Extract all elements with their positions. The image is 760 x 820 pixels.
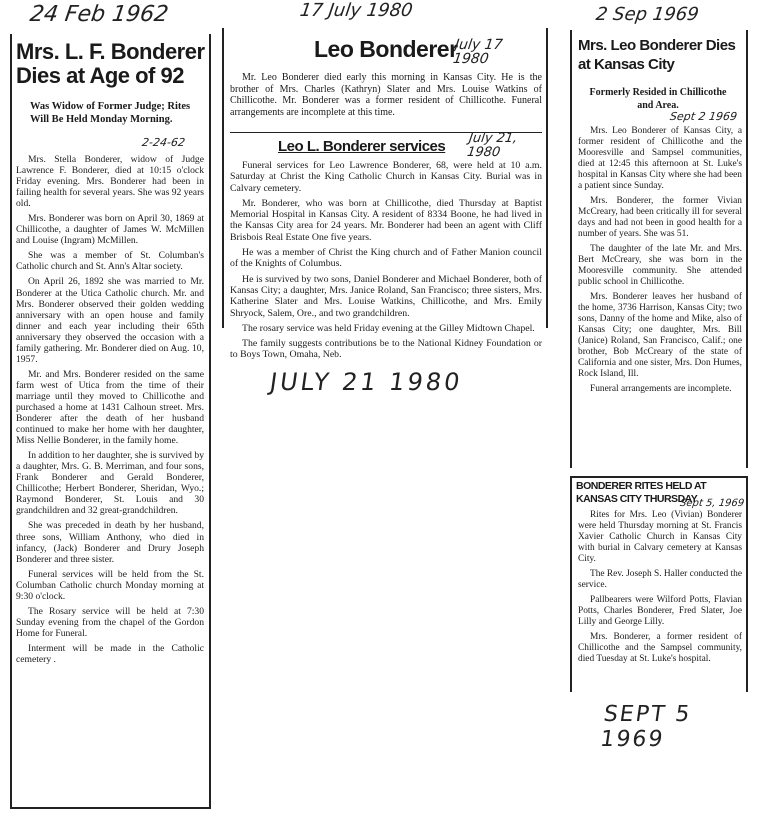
right-article-body	[578, 126, 742, 399]
right-rites-border-top	[570, 476, 748, 478]
middle-headline: Leo Bonderer	[314, 36, 458, 62]
left-clipping	[10, 34, 214, 814]
left-paragraph: She was preceded in death by her husband, three sons, William Anthony, who died in infancy, (Jack) Bonderer and Drury Joseph Bonderer and three sister.	[16, 520, 204, 565]
right-rites-paragraph: The Rev. Joseph S. Haller conducted the service.	[578, 569, 742, 590]
middle-services-headline: Leo L. Bonderer services	[278, 138, 446, 155]
middle-clipping-border-right	[546, 28, 548, 328]
right-bottom-handwritten-date: SEPT 5 1969	[598, 702, 694, 752]
right-rites-body	[578, 510, 742, 669]
right-rites-paragraph: Mrs. Bonderer, a former resident of Chillicothe and the Sampsel community, died Tuesday at St. Luke's hospital.	[578, 632, 742, 664]
left-paragraph: Mrs. Bonderer was born on April 30, 1869 at Chillicothe, a daughter of James W. McMillen and Louise (Ingram) McMillen.	[16, 213, 204, 247]
right-rites-handwritten-date: Sept 5, 1969	[679, 498, 745, 509]
right-inline-handwritten-date: Sept 2 1969	[669, 110, 738, 123]
middle-services-paragraph: The rosary service was held Friday evening at the Gilley Midtown Chapel.	[242, 322, 535, 334]
middle-services-paragraph: Mr. Bonderer, who was born at Chillicothe, died Thursday at Baptist Memorial Hospital in Kansas City. A resident of 8334 Boone, he had lived in the Kansas City area for 24 years. Mr. Bonderer had been an agent with Cliff Brisbois Real Estate One five years.	[230, 197, 542, 243]
left-paragraph: In addition to her daughter, she is survived by a daughter, Mrs. G. B. Merriman, and four sons, Frank Bonderer and Gerald Bonderer, Chillicothe; Herbert Bonderer, Sheridan, Wyo.; Raymond Bonderer, St. Louis and 30 grandchildren and 32 great-grandchildren.	[16, 450, 204, 517]
right-rites-paragraph: Pallbearers were Wilford Potts, Flavian Potts, Charles Bonderer, Fred Slater, Joe Lilly and George Lilly.	[578, 595, 742, 627]
right-subheadline: Formerly Resided in Chillicothe and Area.	[589, 87, 727, 111]
right-clipping-right-border	[746, 30, 748, 468]
middle-clipping-border	[222, 28, 224, 328]
right-rites-headline: BONDERER RITES HELD AT KANSAS CITY THURSDAY	[576, 480, 707, 505]
middle-services-handwritten-date: July 21, 1980	[466, 131, 519, 160]
left-handwritten-date: 24 Feb 1962	[28, 2, 170, 27]
left-paragraph: Funeral services will be held from the St. Columban Catholic church Monday morning at 9:30 o'clock.	[16, 568, 204, 602]
middle-services-paragraph: He was a member of Christ the King church and of Father Manion council of the Knights of Columbus.	[230, 247, 542, 270]
left-clipping-left-border	[10, 34, 12, 809]
left-paragraph: The Rosary service will be held at 7:30 Sunday evening from the chapel of the Gordon Home for Funeral.	[16, 605, 204, 639]
right-rites-border-left	[570, 476, 572, 692]
right-handwritten-date: 2 Sep 1969	[594, 4, 701, 25]
right-paragraph: Mrs. Bonderer leaves her husband of the home, 3736 Harrison, Kansas City; two sons, Danny of the home and Mike, also of Kansas City; one daughter, Mrs. Bill (Janice) Roland, San Francisco, Calif.; one brother, Bob McCreary of the state of California and one sister, Mrs. Don Humes, Rock Island, Ill.	[578, 292, 742, 379]
right-clipping	[570, 30, 750, 470]
right-paragraph: Mrs. Leo Bonderer of Kansas City, a former resident of Chillicothe and the Mooresville and Sampsel communities, died at 12:45 this afternoon at St. Luke's hospital in Kansas City where she had been a patient since Sunday.	[578, 126, 742, 191]
left-paragraph: Mrs. Stella Bonderer, widow of Judge Lawrence F. Bonderer, died at 10:15 o'clock Friday evening. Mrs. Bonderer had been in failing health for several years. She was 92 years old.	[16, 154, 204, 210]
middle-obituary-paragraph	[230, 72, 542, 122]
right-rites-clipping	[570, 476, 750, 698]
left-clipping-right-border	[209, 34, 211, 809]
left-subheadline: Was Widow of Former Judge; Rites Will Be Held Monday Morning.	[30, 101, 191, 125]
right-paragraph: Mrs. Bonderer, the former Vivian McCreary, had been critically ill for several days and had not been in good health for a number of years. She was 51.	[578, 196, 742, 239]
left-paragraph: Interment will be made in the Catholic cemetery .	[16, 642, 204, 665]
middle-services-paragraph: Funeral services for Leo Lawrence Bonderer, 68, were held at 10 a.m. Saturday at Christ the King Catholic Church in Kansas City. Burial was in Calvary cemetery.	[230, 160, 542, 194]
middle-bottom-handwritten-date: JULY 21 1980	[268, 368, 465, 396]
right-paragraph: Funeral arrangements are incomplete.	[590, 384, 732, 394]
right-headline: Mrs. Leo Bonderer Dies at Kansas City	[578, 37, 736, 73]
left-paragraph: She was a member of St. Columban's Catholic church and St. Ann's Altar society.	[16, 250, 204, 273]
left-inline-handwritten-date: 2-24-62	[141, 136, 186, 149]
middle-services-body	[230, 160, 542, 365]
middle-clipping	[222, 28, 550, 361]
middle-headline-handwritten-date: July 17 1980	[451, 37, 504, 67]
right-clipping-left-border	[570, 30, 572, 468]
left-paragraph: On April 26, 1892 she was married to Mr. Bonderer at the Utica Catholic church. Mr. and Mrs. Bonderer observed their golden wedding anniversary with an open house and family dinner and each year including their 65th anniversary they observed the occasion with a family gathering. Mr. Bonderer died on Aug. 10, 1957.	[16, 276, 204, 365]
left-headline: Mrs. L. F. Bonderer Dies at Age of 92	[16, 39, 205, 88]
left-article-body	[16, 154, 204, 669]
left-clipping-bottom-border	[10, 807, 211, 809]
left-paragraph: Mr. and Mrs. Bonderer resided on the same farm west of Utica from the time of their marriage until they moved to Chillicothe and purchased a home at 1431 Calhoun street. Mrs. Bonderer after the death of her husband continued to make her home with her daughter, Miss Nellie Bonderer, in the family home.	[16, 368, 204, 447]
middle-services-paragraph: The family suggests contributions be to the National Kidney Foundation or to Boys Town, Omaha, Neb.	[230, 338, 542, 361]
right-rites-border-right	[746, 476, 748, 692]
middle-paragraph: Mr. Leo Bonderer died early this morning in Kansas City. He is the brother of Mrs. Charles (Kathryn) Slater and Mrs. Louise Watkins of Chillicothe. Mr. Bonderer was a former resident of Chillicothe. Funeral arrangements are incomplete at this time.	[230, 72, 542, 118]
right-paragraph: The daughter of the late Mr. and Mrs. Bert McCreary, she was born in the Mooresville community. She attended public school in Chillicothe.	[578, 244, 742, 287]
middle-handwritten-top-date: 17 July 1980	[298, 0, 415, 21]
middle-services-paragraph: He is survived by two sons, Daniel Bonderer and Michael Bonderer, both of Kansas City; a daughter, Mrs. Janice Roland, San Francisco; three sisters, Mrs. Katherine Slater and Mrs. Louise Watkins, Chillicothe, and Mrs. Emily Shryock, Salem, Ore., and two grandchildren.	[230, 273, 542, 319]
right-rites-paragraph: Rites for Mrs. Leo (Vivian) Bonderer were held Thursday morning at St. Francis Xavier Catholic Church in Kansas City with burial in Calvary cemetery at Kansas City.	[578, 510, 742, 564]
